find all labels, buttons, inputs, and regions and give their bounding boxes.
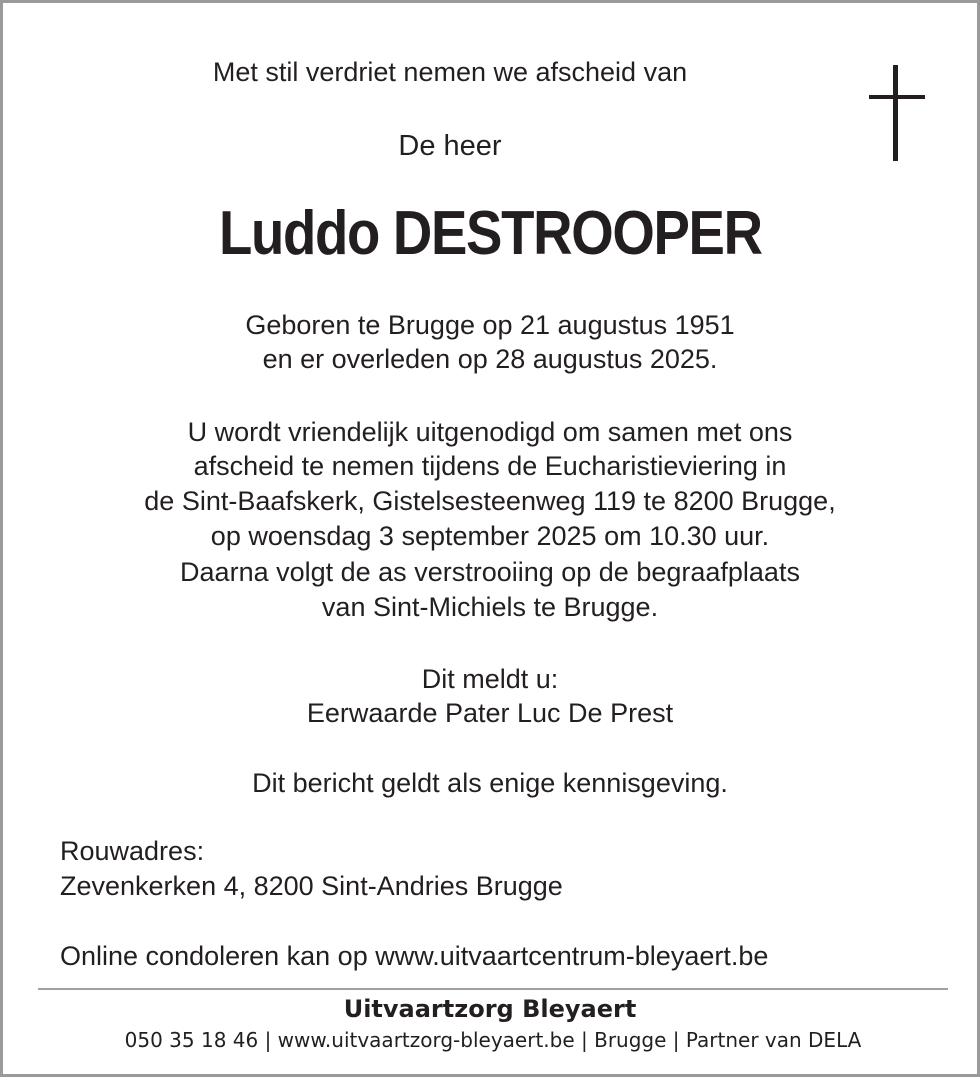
invitation-line: U wordt vriendelijk uitgenodigd om samen met ons	[187, 417, 793, 447]
only-notice-text: Dit bericht geldt als enige kennisgeving.	[252, 768, 728, 798]
announced-by-name: Eerwaarde Pater Luc De Prest	[306, 698, 674, 728]
invitation-line: de Sint-Baafskerk, Gistelsesteenweg 119 te 8200 Brugge,	[144, 486, 836, 516]
address-label: Rouwadres:	[60, 836, 205, 866]
footer-divider	[38, 988, 948, 990]
invitation-line: op woensdag 3 september 2025 om 10.30 uur.	[210, 521, 770, 551]
invitation-line: Daarna volgt de as verstrooiing op de begraafplaats	[180, 557, 800, 587]
intro-text: Met stil verdriet nemen we afscheid van	[212, 57, 688, 87]
invitation-line: afscheid te nemen tijdens de Eucharistieviering in	[193, 451, 787, 481]
death-line: en er overleden op 28 augustus 2025.	[262, 344, 718, 374]
funeral-company-contact: 050 35 18 46 | www.uitvaartzorg-bleyaert.be | Brugge | Partner van DELA	[124, 1028, 862, 1052]
salutation: De heer	[398, 130, 502, 162]
deceased-name: Luddo DESTROOPER	[219, 199, 762, 268]
online-condolence-text: Online condoleren kan op www.uitvaartcentrum-bleyaert.be	[60, 941, 769, 971]
address-text: Zevenkerken 4, 8200 Sint-Andries Brugge	[60, 871, 563, 901]
birth-line: Geboren te Brugge op 21 augustus 1951	[245, 310, 735, 340]
funeral-company-name: Uitvaartzorg Bleyaert	[343, 995, 637, 1023]
announced-by-label: Dit meldt u:	[421, 664, 559, 694]
invitation-line: van Sint-Michiels te Brugge.	[321, 592, 659, 622]
